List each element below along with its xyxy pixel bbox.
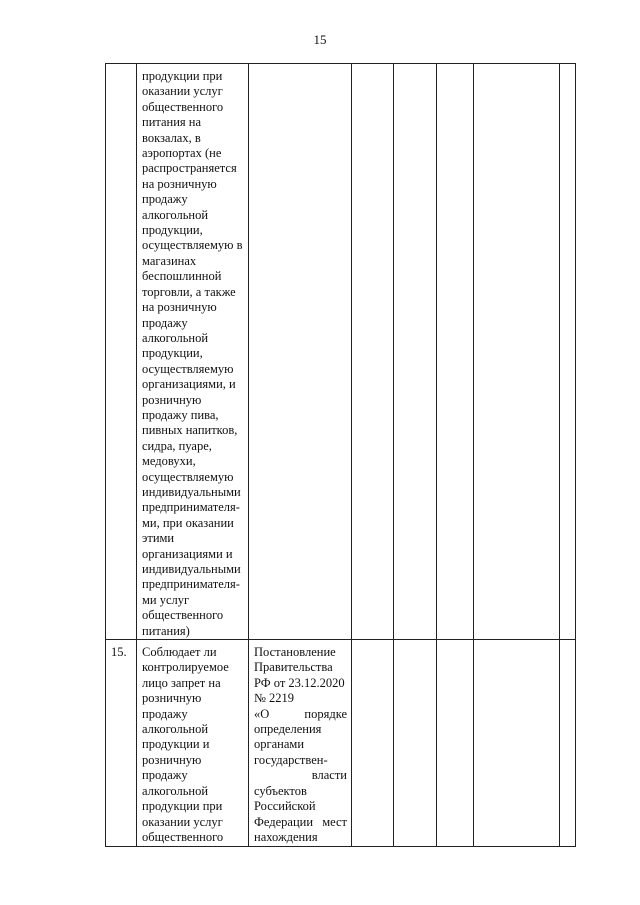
row-number-cell xyxy=(106,640,137,847)
legal-reference-line xyxy=(254,768,347,783)
answer-no-cell xyxy=(394,640,437,847)
inspection-checklist-table xyxy=(105,63,576,847)
question-text: Соблюдает ли контролируемое лицо запрет на розничную продажу алкогольной продукции и розничную продажу алкогольной продукции при оказании услуг общественного xyxy=(142,645,229,844)
page-number: 15 xyxy=(313,32,327,47)
question-text: продукции при оказании услуг общественного питания на вокзалах, в аэропортах (не распространяется на розничную продажу алкогольной продукции, осуществляемую в магазинах беспошлинной торговли, а также на розничную продажу алкогольной продукции, осуществляемую организациями, и розничную продажу пива, пивных напитков, сидра, пуаре, медовухи, осуществляемую индивидуальными предпринимателя- ми, при оказании этими организациями и индивидуальными предпринимателя- ми услуг общественного питания) xyxy=(142,69,243,638)
answer-na-cell xyxy=(437,64,474,640)
legal-reference-word: «О xyxy=(254,706,270,721)
legal-reference-word: власти xyxy=(311,768,347,783)
legal-reference-title: Постановление Правительства РФ от 23.12.2020 № 2219 xyxy=(254,645,345,706)
question-cell xyxy=(137,640,249,847)
legal-reference-cell xyxy=(249,64,352,640)
extra-cell xyxy=(560,640,576,847)
legal-reference-text: нахождения xyxy=(254,829,318,844)
question-cell xyxy=(137,64,249,640)
answer-yes-cell xyxy=(352,640,394,847)
answer-na-cell xyxy=(437,640,474,847)
legal-reference-cell xyxy=(249,640,352,847)
note-cell xyxy=(474,640,560,847)
legal-reference-line xyxy=(254,815,347,830)
answer-no-cell xyxy=(394,64,437,640)
legal-reference-word: порядке xyxy=(304,706,347,721)
note-cell xyxy=(474,64,560,640)
answer-yes-cell xyxy=(352,64,394,640)
legal-reference-text: субъектов Российской xyxy=(254,783,316,814)
legal-reference-word: Федерации xyxy=(254,814,314,829)
extra-cell xyxy=(560,64,576,640)
table-row xyxy=(106,64,576,640)
legal-reference-word: мест xyxy=(322,814,347,829)
row-number: 15. xyxy=(111,645,127,660)
legal-reference-line xyxy=(254,707,347,722)
row-number-cell xyxy=(106,64,137,640)
legal-reference-text: определения органами государствен- xyxy=(254,722,328,767)
table-row xyxy=(106,640,576,847)
